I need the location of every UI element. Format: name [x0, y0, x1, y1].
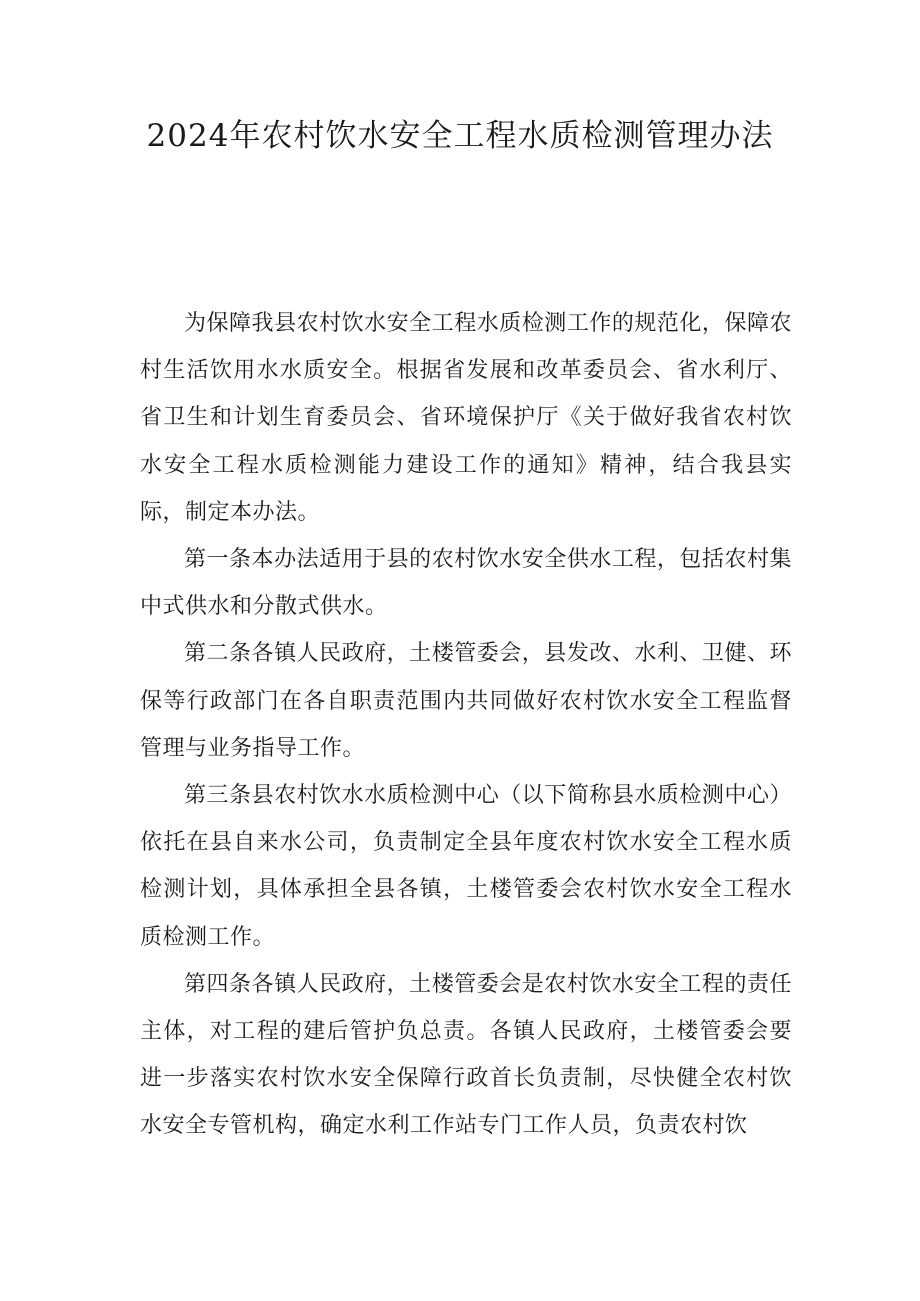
paragraph-article-1: 第一条本办法适用于县的农村饮水安全供水工程，包括农村集中式供水和分散式供水。 [140, 547, 792, 620]
paragraph-article-2: 第二条各镇人民政府，土楼管委会，县发改、水利、卫健、环保等行政部门在各自职责范围内共同做好农村饮水安全工程监督管理与业务指导工作。 [140, 641, 792, 761]
document-title: 2024年农村饮水安全工程水质检测管理办法 [146, 118, 774, 154]
paragraph-preamble: 为保障我县农村饮水安全工程水质检测工作的规范化，保障农村生活饮用水水质安全。根据省发展和改革委员会、省水利厅、省卫生和计划生育委员会、省环境保护厅《关于做好我省农村饮水安全工程水质检测能力建设工作的通知》精神，结合我县实际，制定本办法。 [140, 311, 792, 525]
paragraph-article-3: 第三条县农村饮水水质检测中心（以下简称县水质检测中心）依托在县自来水公司，负责制定全县年度农村饮水安全工程水质检测计划，具体承担全县各镇，土楼管委会农村饮水安全工程水质检测工作。 [140, 783, 792, 950]
paragraph-article-4: 第四条各镇人民政府，土楼管委会是农村饮水安全工程的责任主体，对工程的建后管护负总责。各镇人民政府，土楼管委会要进一步落实农村饮水安全保障行政首长负责制，尽快健全农村饮水安全专管机构，确定水利工作站专门工作人员，负责农村饮 [140, 971, 792, 1139]
document-body [140, 300, 792, 1150]
